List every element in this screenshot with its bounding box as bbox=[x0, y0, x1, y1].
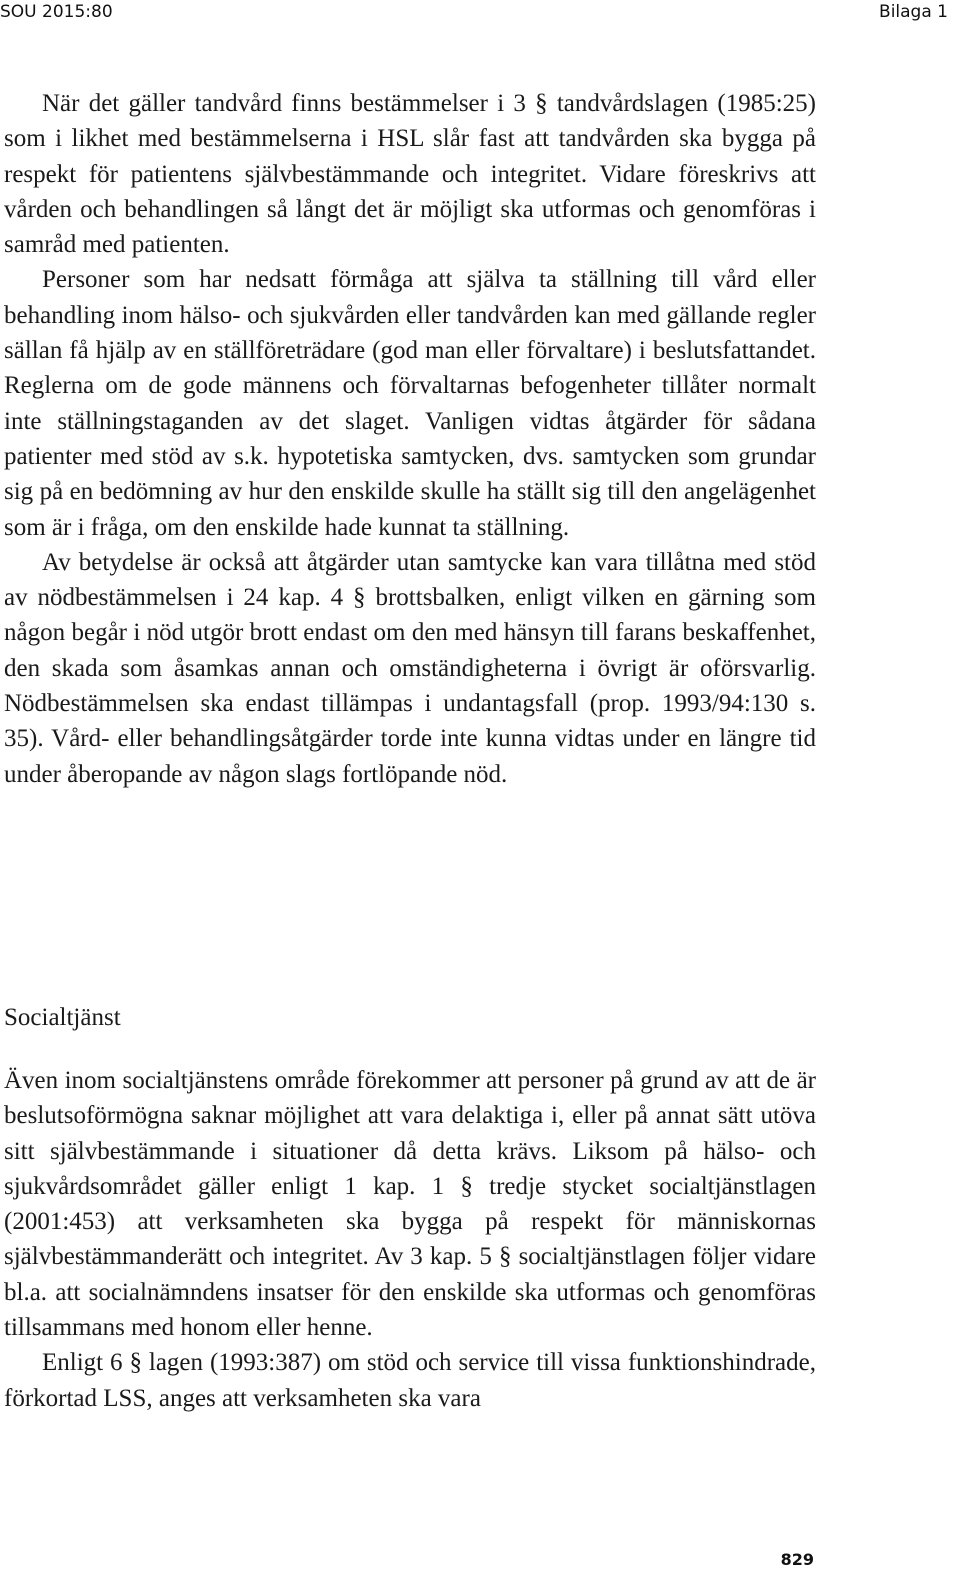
paragraph: Personer som har nedsatt förmåga att själva ta ställning till vård eller behandling inom hälso- och sjukvården eller tandvården kan med gällande regler sällan få hjälp av en ställföreträdare (god man eller förvaltare) i beslutsfattandet. Reglerna om de gode männens och förvaltarnas befogenheter tillåter normalt inte ställningstaganden av det slaget. Vanligen vidtas åtgärder för sådana patienter med stöd av s.k. hypotetiska samtycken, dvs. samtycken som grundar sig på en bedömning av hur den enskilde skulle ha ställt sig till den angelägenhet som är i fråga, om den enskilde hade kunnat ta ställning. bbox=[4, 266, 816, 541]
paragraph: Av betydelse är också att åtgärder utan samtycke kan vara tillåtna med stöd av nödbestämmelsen i 24 kap. 4 § brottsbalken, enligt vilken en gärning som någon begår i nöd utgör brott endast om den med hänsyn till farans beskaffenhet, den skada som åsamkas annan och omständigheterna i övrigt är oförsvarlig. Nödbestämmelsen ska endast tillämpas i undantagsfall (prop. 1993/94:130 s. 35). Vård- eller behandlingsåtgärder torde inte kunna vidtas under en längre tid under åberopande av någon slags fortlöpande nöd. bbox=[4, 548, 816, 788]
paragraph: Enligt 6 § lagen (1993:387) om stöd och service till vissa funktionshindrade, förkortad LSS, anges att verksamheten ska vara bbox=[4, 1349, 816, 1412]
section-tandvard bbox=[4, 86, 816, 792]
appendix-label: Bilaga 1 bbox=[879, 2, 948, 22]
document-reference: SOU 2015:80 bbox=[0, 2, 113, 22]
page-number: 829 bbox=[780, 1550, 814, 1569]
section-heading: Socialtjänst bbox=[4, 1004, 121, 1031]
page-header bbox=[0, 2, 960, 26]
section-socialtjanst bbox=[4, 1063, 816, 1416]
paragraph: Även inom socialtjänstens område förekommer att personer på grund av att de är beslutsoförmögna saknar möjlighet att vara delaktiga i, eller på annat sätt utöva sitt självbestämmande i situationer då detta krävs. Liksom på hälso- och sjukvårdsområdet gäller enligt 1 kap. 1 § tredje stycket socialtjänstlagen (2001:453) att verksamheten ska bygga på respekt för människornas självbestämmanderätt och integritet. Av 3 kap. 5 § socialtjänstlagen följer vidare bl.a. att socialnämndens insatser för den enskilde ska utformas och genomföras tillsammans med honom eller henne. bbox=[4, 1067, 816, 1342]
paragraph: När det gäller tandvård finns bestämmelser i 3 § tandvårdslagen (1985:25) som i likhet med bestämmelserna i HSL slår fast att tandvården ska bygga på respekt för patientens självbestämmande och integritet. Vidare föreskrivs att vården och behandlingen så långt det är möjligt ska utformas och genomföras i samråd med patienten. bbox=[4, 90, 816, 259]
